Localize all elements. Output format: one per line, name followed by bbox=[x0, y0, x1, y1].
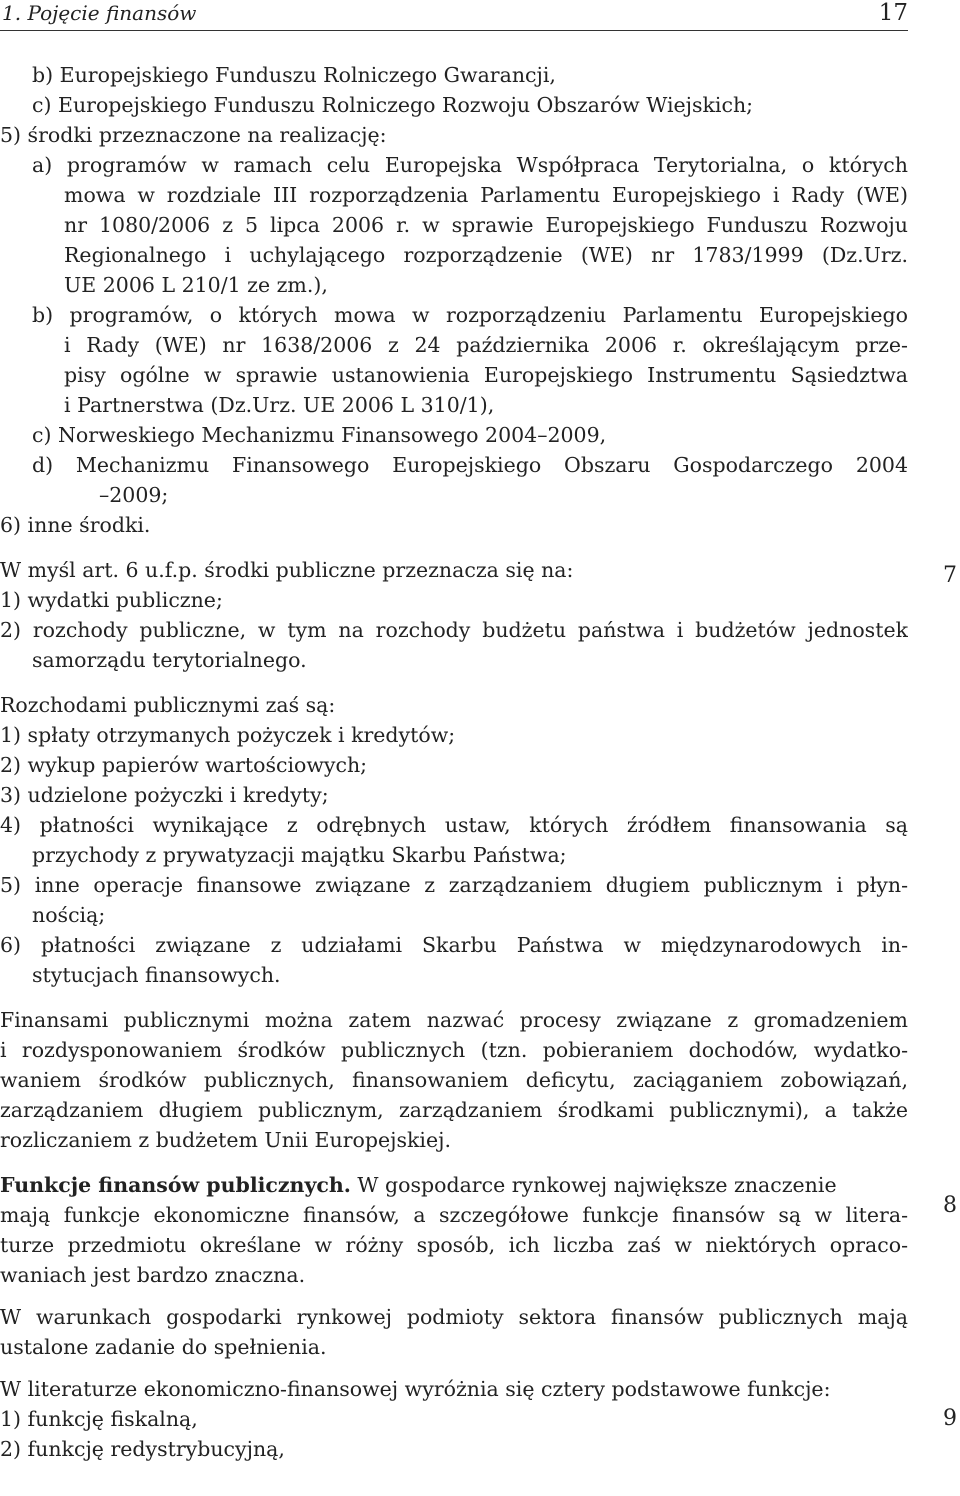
margin-number: 8 bbox=[943, 1193, 957, 1218]
text-line: rozliczaniem z budżetem Unii Europejskiej. bbox=[0, 1128, 451, 1152]
text-line: mają funkcje ekonomiczne finansów, a szczegółowe funkcje finansów są w litera- bbox=[0, 1203, 908, 1227]
text-line: Finansami publicznymi można zatem nazwać procesy związane z gromadzeniem bbox=[0, 1008, 908, 1032]
text-line: W warunkach gospodarki rynkowej podmioty sektora finansów publicznych mają bbox=[0, 1305, 908, 1329]
text-line: i Partnerstwa (Dz.Urz. UE 2006 L 310/1), bbox=[64, 393, 495, 417]
text-line bbox=[0, 1170, 908, 1200]
text-line: samorządu terytorialnego. bbox=[32, 648, 307, 672]
funds-list bbox=[0, 60, 908, 540]
text-line: b) programów, o których mowa w rozporządzeniu Parlamentu Europejskiego bbox=[32, 303, 908, 327]
text-line: waniach jest bardzo znaczna. bbox=[0, 1263, 306, 1287]
text-line: Rozchodami publicznymi zaś są: bbox=[0, 693, 336, 717]
functions-paragraph bbox=[0, 1170, 908, 1290]
text-line: ustalone zadanie do spełnienia. bbox=[0, 1335, 327, 1359]
list-item: 6) inne środki. bbox=[0, 513, 151, 537]
list-item: 1) spłaty otrzymanych pożyczek i kredytów; bbox=[0, 723, 456, 747]
list-item: 6) płatności związane z udziałami Skarbu Państwa w międzynarodowych in- bbox=[0, 933, 908, 957]
list-item: 5) inne operacje finansowe związane z zarządzaniem długiem publicznym i płyn- bbox=[0, 873, 908, 897]
list-item: 1) funkcję fiskalną, bbox=[0, 1407, 198, 1431]
expenditures-list bbox=[0, 690, 908, 990]
public-funds-paragraph bbox=[0, 555, 908, 675]
definition-paragraph bbox=[0, 1005, 908, 1155]
text-line: W myśl art. 6 u.f.p. środki publiczne przeznacza się na: bbox=[0, 558, 574, 582]
text-line: Regionalnego i uchylającego rozporządzenie (WE) nr 1783/1999 (Dz.Urz. bbox=[64, 243, 908, 267]
section-heading: Funkcje finansów publicznych. bbox=[0, 1173, 351, 1197]
list-item: 3) udzielone pożyczki i kredyty; bbox=[0, 783, 329, 807]
list-item: c) Norweskiego Mechanizmu Finansowego 2004–2009, bbox=[32, 423, 607, 447]
list-item: 2) wykup papierów wartościowych; bbox=[0, 753, 368, 777]
text-span: W gospodarce rynkowej największe znaczenie bbox=[350, 1173, 837, 1197]
list-item: 2) rozchody publiczne, w tym na rozchody budżetu państwa i budżetów jednostek bbox=[0, 618, 908, 642]
page-body bbox=[0, 60, 908, 1464]
list-item: 1) wydatki publiczne; bbox=[0, 588, 223, 612]
list-item: c) Europejskiego Funduszu Rolniczego Rozwoju Obszarów Wiejskich; bbox=[32, 93, 754, 117]
text-line: i Rady (WE) nr 1638/2006 z 24 października 2006 r. określającym prze- bbox=[64, 333, 908, 357]
margin-number: 9 bbox=[943, 1406, 957, 1431]
basic-functions-list bbox=[0, 1374, 908, 1464]
text-line: –2009; bbox=[99, 483, 169, 507]
text-line: nością; bbox=[32, 903, 106, 927]
list-item: 5) środki przeznaczone na realizację: bbox=[0, 123, 387, 147]
text-line: mowa w rozdziale III rozporządzenia Parlamentu Europejskiego i Rady (WE) bbox=[64, 183, 908, 207]
page-number: 17 bbox=[878, 0, 908, 26]
running-header bbox=[0, 0, 908, 31]
text-line: stytucjach finansowych. bbox=[32, 963, 281, 987]
text-line: zarządzaniem długiem publicznym, zarządzaniem środkami publicznymi), a także bbox=[0, 1098, 908, 1122]
margin-number: 7 bbox=[943, 563, 957, 588]
list-item: 4) płatności wynikające z odrębnych ustaw, których źródłem finansowania są bbox=[0, 813, 908, 837]
text-line: nr 1080/2006 z 5 lipca 2006 r. w sprawie Europejskiego Funduszu Rozwoju bbox=[64, 213, 908, 237]
list-item: b) Europejskiego Funduszu Rolniczego Gwarancji, bbox=[32, 63, 556, 87]
text-line: d) Mechanizmu Finansowego Europejskiego Obszaru Gospodarczego 2004 bbox=[32, 453, 908, 477]
chapter-title: 1. Pojęcie finansów bbox=[2, 1, 197, 25]
entities-paragraph bbox=[0, 1302, 908, 1362]
text-line: UE 2006 L 210/1 ze zm.), bbox=[64, 273, 328, 297]
text-line: waniem środków publicznych, finansowaniem deficytu, zaciąganiem zobowiązań, bbox=[0, 1068, 908, 1092]
text-line: pisy ogólne w sprawie ustanowienia Europejskiego Instrumentu Sąsiedztwa bbox=[64, 363, 908, 387]
text-line: przychody z prywatyzacji majątku Skarbu Państwa; bbox=[32, 843, 567, 867]
text-line: i rozdysponowaniem środków publicznych (tzn. pobieraniem dochodów, wydatko- bbox=[0, 1038, 908, 1062]
text-line: a) programów w ramach celu Europejska Współpraca Terytorialna, o których bbox=[32, 153, 908, 177]
list-item: 2) funkcję redystrybucyjną, bbox=[0, 1437, 285, 1461]
text-line: turze przedmiotu określane w różny sposób, ich liczba zaś w niektórych opraco- bbox=[0, 1233, 908, 1257]
text-line: W literaturze ekonomiczno-finansowej wyróżnia się cztery podstawowe funkcje: bbox=[0, 1377, 831, 1401]
